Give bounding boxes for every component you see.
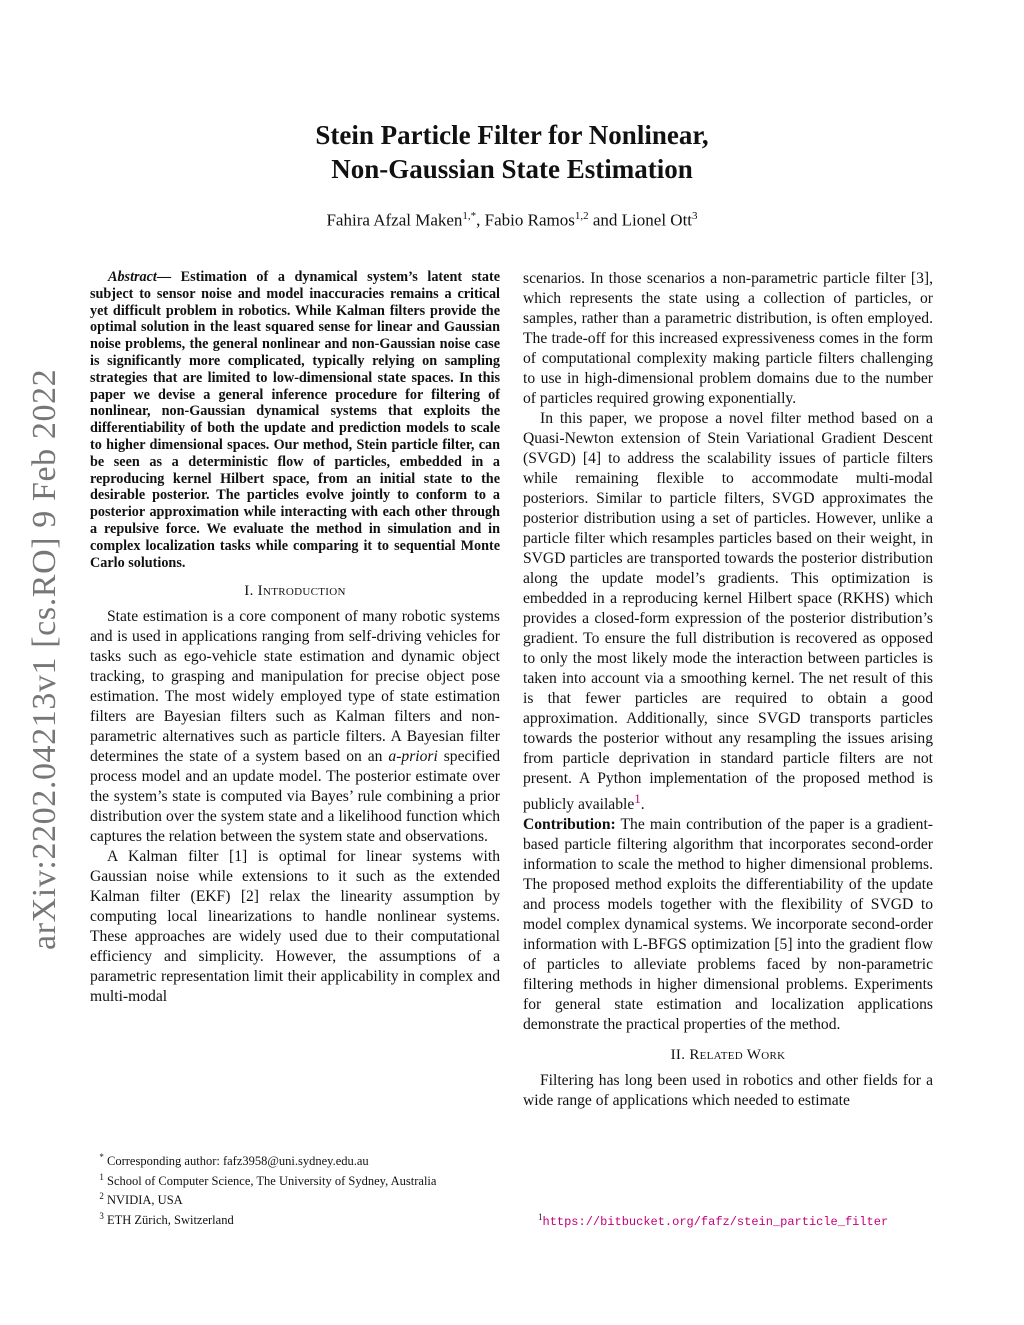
author-affiliation-marker: 1,*: [462, 210, 477, 222]
left-column: [90, 269, 500, 1007]
footnote-marker: *: [99, 1152, 104, 1162]
paragraph-text: In this paper, we propose a novel filter method based on a Quasi-Newton extension of Stein Variational Gradient Descent (SVGD) [4] to address the scalability issues of particle filters while remaining flexible to accommodate multi-modal posteriors. Similar to particle filters, SVGD approximates the posterior distribution using a set of particles. However, unlike a particle filter which resamples particles based on their weight, in SVGD particles are transported towards the posterior distribution along the update model’s gradients. This optimization is embedded in a reproducing kernel Hilbert space (RKHS) which provides a closed-form expression of the posterior distribution’s gradient. To ensure the full distribution is recovered as opposed to only the most likely mode the interaction between particles is taken into account via a smoothing kernel. The net result of this is that fewer particles are required to obtain a good approximation. Additionally, since SVGD transports particles towards the posterior without any resampling the issues arising from particle deprivation in standard particle filters are not present. A Python implementation of the proposed method is publicly available: [523, 410, 933, 814]
author-name: , Fabio Ramos: [476, 210, 575, 230]
right-column: [523, 269, 933, 1111]
section-heading-introduction: I. Introduction: [244, 583, 346, 600]
repository-link[interactable]: https://bitbucket.org/fafz/stein_particle_filter: [542, 1215, 889, 1229]
arxiv-identifier: arXiv:2202.04213v1 [cs.RO] 9 Feb 2022: [26, 368, 63, 950]
paper-title: [0, 118, 1024, 186]
footnote: [90, 1170, 500, 1190]
footnote-marker: 1: [538, 1212, 543, 1222]
author-affiliation-marker: 3: [692, 210, 698, 222]
footnote-text: Corresponding author: fafz3958@uni.sydney.edu.au: [103, 1154, 369, 1169]
abstract-text: — Estimation of a dynamical system’s latent state subject to sensor noise and model inaccuracies remains a critical yet difficult problem in robotics. While Kalman filters provide the optimal solution in the least squared sense for linear and Gaussian noise problems, the general nonlinear and non-Gaussian noise case is significantly more complicated, typically relying on sampling strategies that are limited to low-dimensional state spaces. In this paper we devise a general inference procedure for filtering of nonlinear, non-Gaussian dynamical systems that exploits the differentiability of both the update and prediction models to scale to higher dimensional spaces. Our method, Stein particle filter, can be seen as a deterministic flow of particles, embedded in a reproducing kernel Hilbert space, from an initial state to the desirable posterior. The particles evolve jointly to conform to a posterior approximation while interacting with each other through a repulsive force. We evaluate the method in simulation and in complex localization tasks while comparing it to sequential Monte Carlo solutions.: [90, 269, 500, 571]
author-name: Fahira Afzal Maken: [326, 210, 463, 230]
footnotes: [90, 1150, 500, 1229]
paragraph: [523, 815, 933, 1035]
paragraph: A Kalman filter [1] is optimal for linear systems with Gaussian noise while extensions to it such as the extended Kalman filter (EKF) [2] relax the linearity assumption by computing local linearizations to handle nonlinear systems. These approaches are widely used due to their computational efficiency and simplicity. However, the assumptions of a parametric representation limit their applicability in complex and multi-modal: [90, 848, 500, 1006]
footnote-marker: 2: [99, 1191, 104, 1202]
title-line-2: Non-Gaussian State Estimation: [331, 154, 693, 184]
section-heading-related-work: II. Related Work: [670, 1047, 786, 1064]
author-affiliation-marker: 1,2: [574, 210, 589, 222]
footnote: [90, 1150, 500, 1170]
paragraph-text: The main contribution of the paper is a gradient-based particle filtering algorithm that incorporates second-order information to scale the method to higher dimensional problems. The proposed method exploits the differentiability of the update and process models together with the flexibility of SVGD to model complex dynamical systems. We incorporate second-order information with L-BFGS optimization [5] into the gradient flow of particles to alleviate problems faced by non-parametric filtering methods in higher dimensional problems. Experiments for general state estimation and localization applications demonstrate the practical properties of the method.: [523, 816, 933, 1034]
footnote: [90, 1189, 500, 1209]
paragraph-text: State estimation is a core component of many robotic systems and is used in applications ranging from self-driving vehicles for tasks such as ego-vehicle state estimation and dynamic object tracking, to grasping and manipulation for precise object pose estimation. The most widely employed type of state estimation filters are Bayesian filters such as Kalman filters and non-parametric alternatives such as particle filters. A Bayesian filter determines the state of a system based on an: [90, 608, 500, 766]
code-link-footnote[interactable]: [538, 1212, 888, 1229]
author-list: [0, 210, 1024, 231]
emphasis-text: a-priori: [388, 748, 438, 766]
paragraph-text: specified process model and an update model. The posterior estimate over the system’s state is computed via Bayes’ rule combining a prior distribution over the system state and a likelihood function which captures the relation between the system state and observations.: [90, 748, 501, 846]
footnote: [90, 1209, 500, 1229]
author-name: and Lionel Ott: [588, 210, 693, 230]
paragraph: [90, 607, 500, 847]
footnote-marker[interactable]: 1: [634, 791, 641, 806]
footnote-marker: 1: [99, 1171, 104, 1182]
paragraph: Filtering has long been used in robotics and other fields for a wide range of applications which needed to estimate: [523, 1072, 933, 1110]
paragraph-text: .: [640, 796, 645, 814]
footnote-text: NVIDIA, USA: [103, 1193, 183, 1208]
footnote-text: School of Computer Science, The University of Sydney, Australia: [103, 1173, 437, 1188]
paragraph: [523, 409, 933, 815]
paragraph: scenarios. In those scenarios a non-parametric particle filter [3], which represents the state using a collection of particles, or samples, rather than a parametric distribution, is often employed. The trade-off for this increased expressiveness comes in the form of computational complexity making particle filters challenging to use in high-dimensional problem domains due to the number of particles required growing exponentially.: [523, 270, 933, 407]
abstract-lead: Abstract: [108, 269, 157, 285]
footnote-marker: 3: [99, 1210, 104, 1221]
title-line-1: Stein Particle Filter for Nonlinear,: [315, 120, 709, 150]
contribution-label: Contribution:: [523, 816, 616, 834]
abstract: [90, 269, 500, 571]
footnote-text: ETH Zürich, Switzerland: [103, 1213, 234, 1228]
